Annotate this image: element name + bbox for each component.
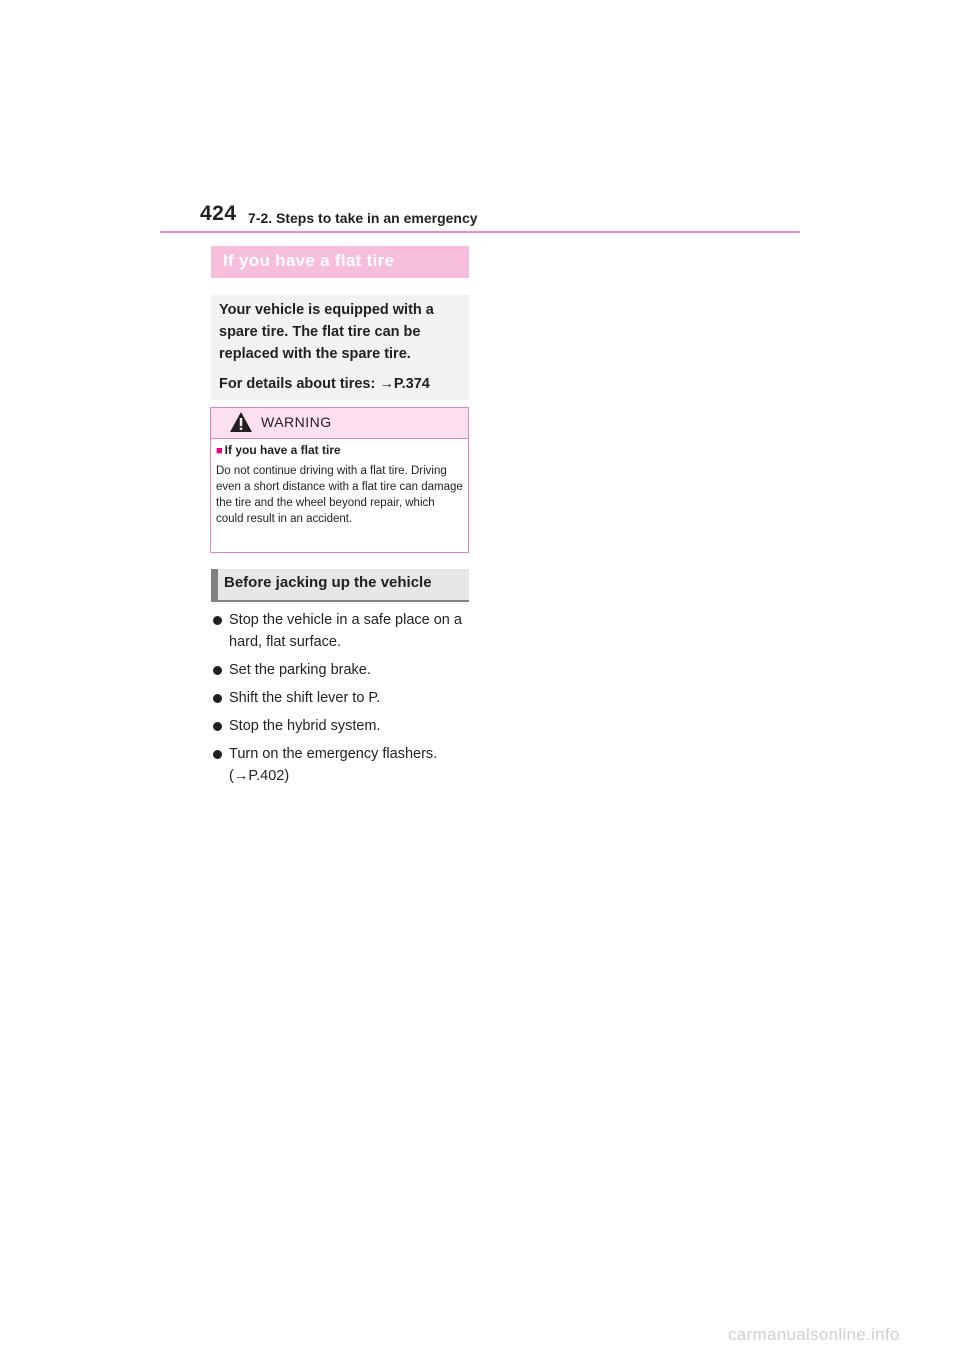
bullet-dot-icon bbox=[213, 616, 222, 625]
watermark: carmanualsonline.info bbox=[728, 1325, 900, 1344]
main-heading: If you have a flat tire bbox=[211, 246, 469, 278]
warning-subtitle: If you have a flat tire bbox=[224, 443, 341, 457]
list-item bbox=[211, 609, 481, 653]
list-item bbox=[211, 687, 481, 709]
header-divider bbox=[160, 231, 800, 233]
list-item bbox=[211, 659, 481, 681]
square-bullet-icon: ■ bbox=[216, 445, 223, 457]
bullet-dot-icon bbox=[213, 666, 222, 675]
list-item-text[interactable]: Turn on the emergency flashers. (→P.402) bbox=[229, 746, 438, 784]
subheading: Before jacking up the vehicle bbox=[211, 569, 469, 602]
warning-header bbox=[211, 408, 468, 439]
warning-subtitle-row bbox=[216, 443, 468, 457]
page-number: 424 bbox=[200, 202, 237, 225]
warning-triangle-icon bbox=[229, 411, 253, 433]
bullet-dot-icon bbox=[213, 694, 222, 703]
intro-reference-link[interactable]: For details about tires: →P.374 bbox=[219, 376, 430, 392]
warning-body: Do not continue driving with a flat tire. Driving even a short distance with a flat tire can damage the tire and the wheel beyond repair, which could result in an accident. bbox=[216, 465, 463, 525]
bullet-dot-icon bbox=[213, 722, 222, 731]
intro-box bbox=[211, 295, 469, 400]
warning-box bbox=[210, 407, 469, 553]
list-item-text: Set the parking brake. bbox=[229, 662, 371, 678]
list-item-text: Shift the shift lever to P. bbox=[229, 690, 381, 706]
list-item bbox=[211, 743, 481, 787]
list-item bbox=[211, 715, 481, 737]
intro-text: Your vehicle is equipped with a spare tire. The flat tire can be replaced with the spare tire. bbox=[219, 302, 434, 362]
list-item-text: Stop the vehicle in a safe place on a hard, flat surface. bbox=[229, 612, 462, 650]
steps-list bbox=[211, 609, 481, 793]
section-title: 7-2. Steps to take in an emergency bbox=[248, 210, 478, 226]
bullet-dot-icon bbox=[213, 750, 222, 759]
list-item-text: Stop the hybrid system. bbox=[229, 718, 381, 734]
page-header bbox=[160, 196, 800, 234]
warning-title: WARNING bbox=[261, 414, 332, 430]
